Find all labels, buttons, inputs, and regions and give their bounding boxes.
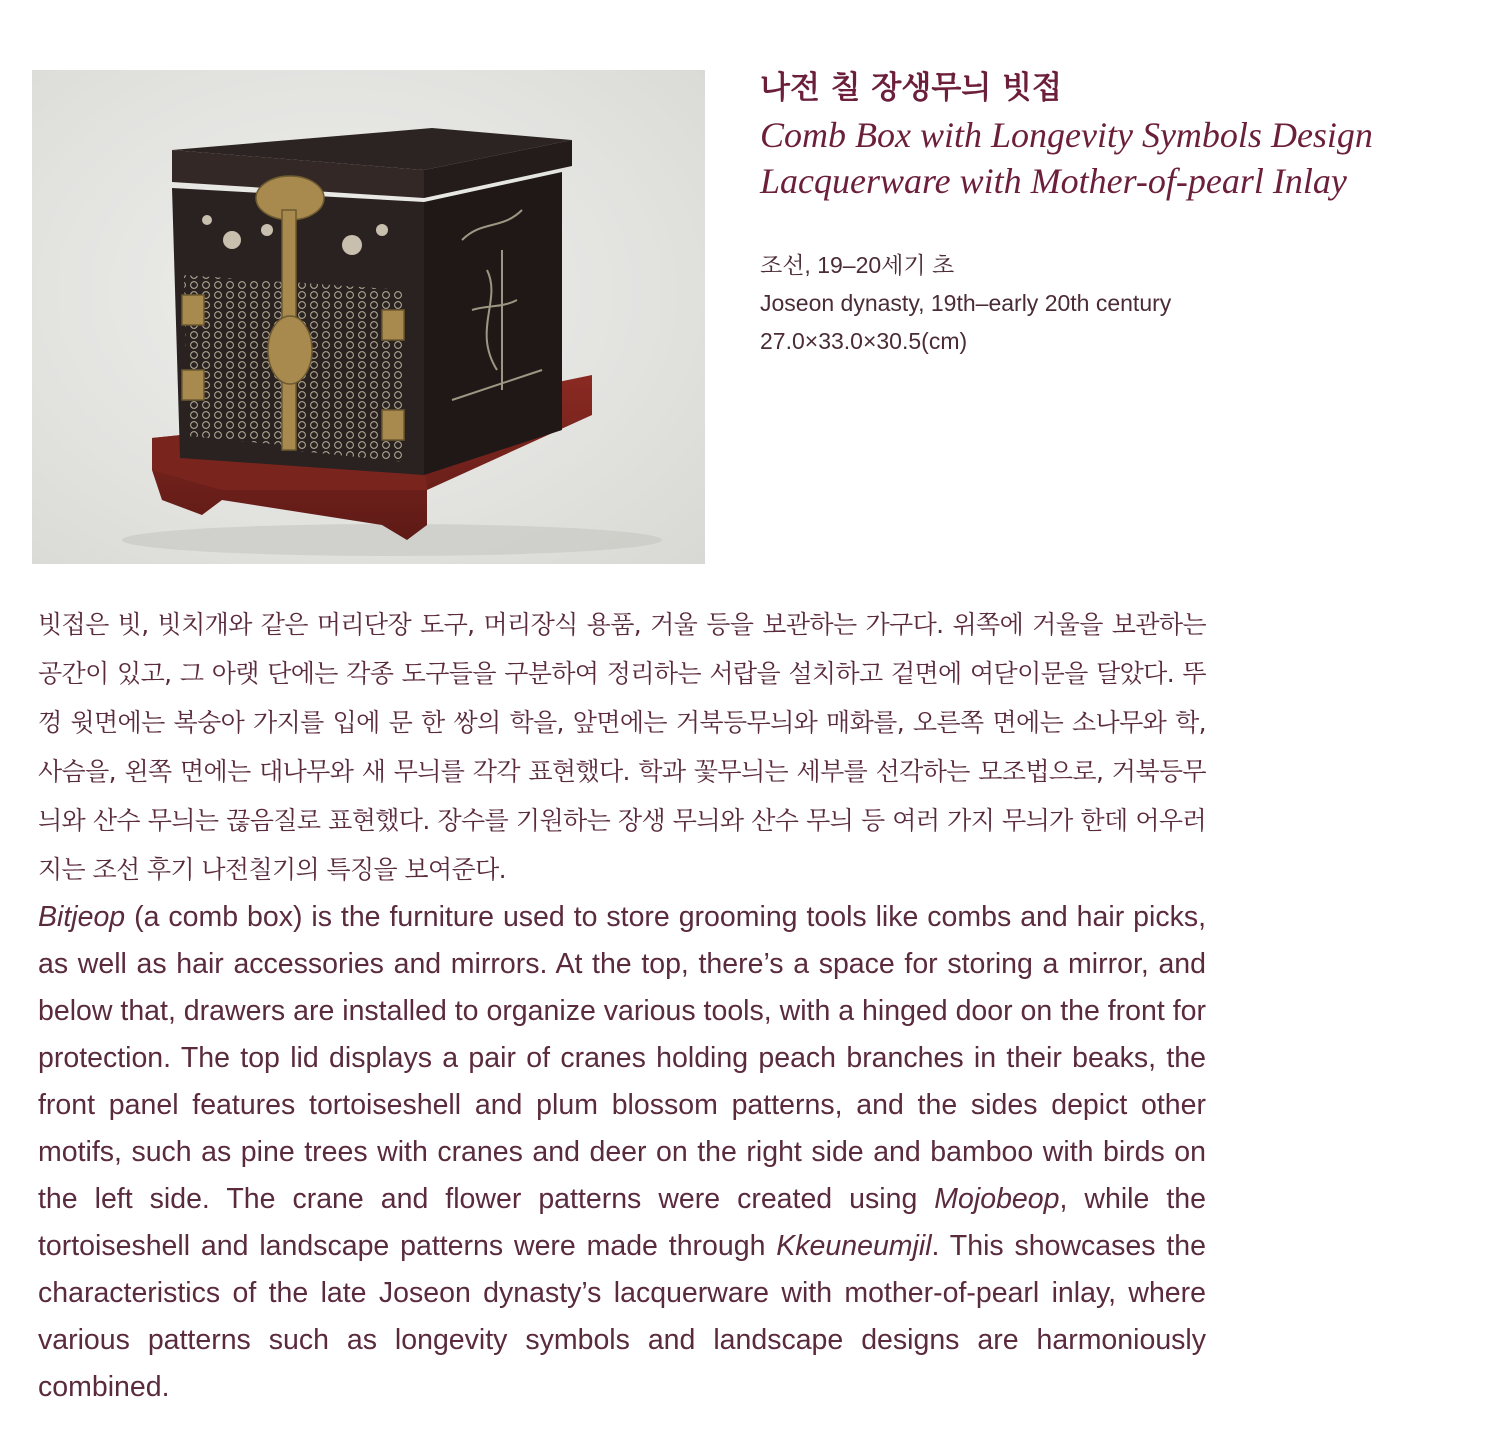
description-korean: 빗접은 빗, 빗치개와 같은 머리단장 도구, 머리장식 용품, 거울 등을 보관하는 가구다. 위쪽에 거울을 보관하는 공간이 있고, 그 아랫 단에는 각종 도구들을 구분하여 정리하는 서랍을 설치하고 겉면에 여닫이문을 달았다. 뚜껑 윗면에는 복숭아 가지를 입에 문 한 쌍의 학을, 앞면에는 거북등무늬와 매화를, 오른쪽 면에는 소나무와 학, 사슴을, 왼쪽 면에는 대나무와 새 무늬를 각각 표현했다. 학과 꽃무늬는 세부를 선각하는 모조법으로, 거북등무늬와 산수 무늬는 끊음질로 표현했다. 장수를 기원하는 장생 무늬와 산수 무늬 등 여러 가지 무늬가 한데 어우러지는 조선 후기 나전칠기의 특징을 보여준다. (38, 610, 1206, 884)
artwork-metadata (760, 246, 1460, 360)
description-english-part1: (a comb box) is the furniture used to store grooming tools like combs and hair picks, as well as hair accessories and mirrors. At the top, there’s a space for storing a mirror, and below that, drawers are installed to organize various tools, with a hinged door on the front for protection. The top lid displays a pair of cranes holding peach branches in their beaks, the front panel features tortoiseshell and plum blossom patterns, and the sides depict other motifs, such as pine trees with cranes and deer on the right side and bamboo with birds on the left side. The crane and flower patterns were created using (38, 901, 1206, 1215)
title-korean: 나전 칠 장생무늬 빗접 (760, 70, 1062, 106)
description-english-part3: . This showcases the characteristics of the late Joseon dynasty’s lacquerware with mother-of-pearl inlay, where various patterns such as longevity symbols and landscape designs are harmoniously combined. (38, 1230, 1206, 1403)
dimensions: 27.0×33.0×30.5(cm) (760, 328, 968, 354)
description (38, 600, 1206, 1411)
title-english-line1: Comb Box with Longevity Symbols Design (760, 115, 1373, 155)
term-kkeuneumjil: Kkeuneumjil (776, 1230, 932, 1262)
title-english-line2: Lacquerware with Mother-of-pearl Inlay (760, 161, 1347, 201)
description-english (38, 894, 1206, 1411)
period-english: Joseon dynasty, 19th–early 20th century (760, 290, 1172, 316)
term-bitjeop: Bitjeop (38, 901, 126, 933)
period-korean: 조선, 19–20세기 초 (760, 252, 955, 278)
title-block (760, 64, 1480, 204)
description-english-part2: , while the tortoiseshell and landscape patterns were made through (38, 1183, 1206, 1262)
artwork-photo (32, 70, 705, 564)
comb-box-illustration (32, 70, 705, 564)
term-mojobeop: Mojobeop (934, 1183, 1060, 1215)
